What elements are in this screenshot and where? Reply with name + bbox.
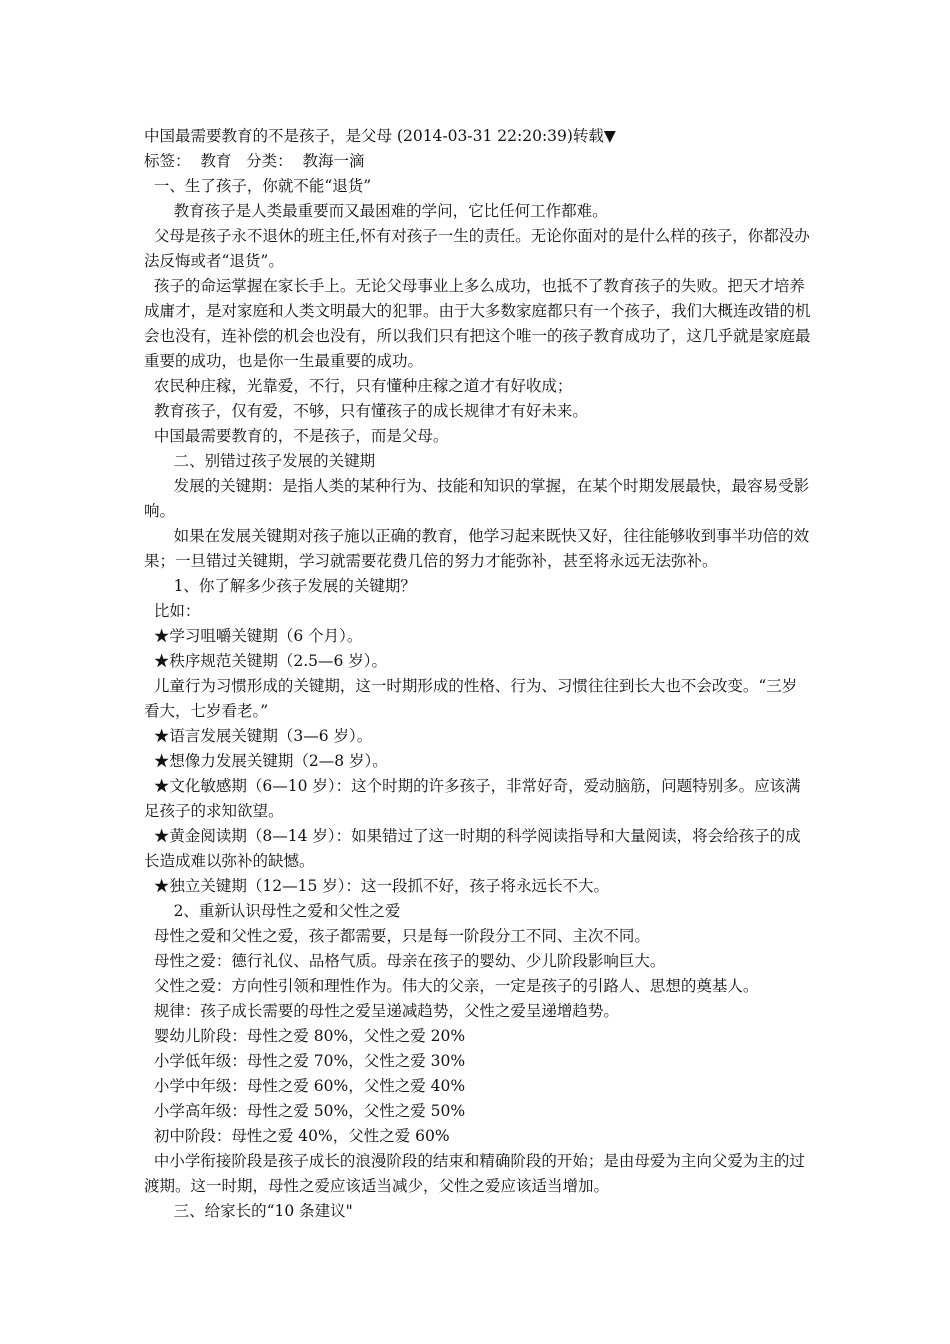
paragraph: 母性之爱和父性之爱，孩子都需要，只是每一阶段分工不同、主次不同。	[144, 927, 650, 945]
paragraph: 父性之爱：方向性引领和理性作为。伟大的父亲，一定是孩子的引路人、思想的奠基人。	[144, 977, 759, 995]
paragraph: ★学习咀嚼关键期（6 个月）。	[144, 627, 363, 645]
paragraph: ★独立关键期（12—15 岁）：这一段抓不好，孩子将永远长不大。	[144, 877, 609, 895]
paragraph: 小学低年级：母性之爱 70%，父性之爱 30%	[144, 1052, 466, 1070]
paragraph: 2、重新认识母性之爱和父性之爱	[144, 902, 401, 920]
paragraph-list	[144, 174, 814, 1224]
paragraph: 二、别错过孩子发展的关键期	[144, 452, 376, 470]
paragraph: 父母是孩子永不退休的班主任,怀有对孩子一生的责任。无论你面对的是什么样的孩子，你都没办法反悔或者“退货”。	[144, 227, 810, 270]
paragraph: ★文化敏感期（6—10 岁）：这个时期的许多孩子，非常好奇，爱动脑筋，问题特别多。应该满足孩子的求知欲望。	[144, 777, 801, 820]
paragraph: 如果在发展关键期对孩子施以正确的教育，他学习起来既快又好，往往能够收到事半功倍的效果；一旦错过关键期，学习就需要花费几倍的努力才能弥补，甚至将永远无法弥补。	[144, 527, 810, 570]
paragraph: 规律：孩子成长需要的母性之爱呈递减趋势，父性之爱呈递增趋势。	[144, 1002, 619, 1020]
paragraph: 比如：	[144, 602, 201, 620]
paragraph: 初中阶段：母性之爱 40%，父性之爱 60%	[144, 1127, 450, 1145]
paragraph: ★想像力发展关键期（2—8 岁）。	[144, 752, 388, 770]
tags-line: 标签： 教育 分类： 教海一滴	[144, 152, 365, 170]
post-title-line: 中国最需要教育的不是孩子，是父母 (2014-03-31 22:20:39)转载▼	[144, 127, 616, 145]
paragraph: 教育孩子，仅有爱，不够，只有懂孩子的成长规律才有好未来。	[144, 402, 588, 420]
paragraph: 中国最需要教育的，不是孩子，而是父母。	[144, 427, 449, 445]
paragraph: 小学中年级：母性之爱 60%，父性之爱 40%	[144, 1077, 466, 1095]
paragraph: 小学高年级：母性之爱 50%，父性之爱 50%	[144, 1102, 466, 1120]
paragraph: 中小学衔接阶段是孩子成长的浪漫阶段的结束和精确阶段的开始；是由母爱为主向父爱为主的过渡期。这一时期，母性之爱应该适当减少，父性之爱应该适当增加。	[144, 1152, 805, 1195]
paragraph: ★黄金阅读期（8—14 岁）：如果错过了这一时期的科学阅读指导和大量阅读，将会给孩子的成长造成难以弥补的缺憾。	[144, 827, 801, 870]
document-body	[144, 124, 814, 1224]
paragraph: 发展的关键期：是指人类的某种行为、技能和知识的掌握，在某个时期发展最快，最容易受影响。	[144, 477, 810, 520]
paragraph: 一、生了孩子，你就不能“退货”	[144, 177, 372, 195]
paragraph: ★秩序规范关键期（2.5—6 岁）。	[144, 652, 388, 670]
paragraph: 1、你了解多少孩子发展的关键期？	[144, 577, 416, 595]
paragraph: 教育孩子是人类最重要而又最困难的学问，它比任何工作都难。	[144, 202, 608, 220]
paragraph: ★语言发展关键期（3—6 岁）。	[144, 727, 373, 745]
paragraph: 婴幼儿阶段：母性之爱 80%，父性之爱 20%	[144, 1027, 466, 1045]
paragraph: 农民种庄稼，光靠爱，不行，只有懂种庄稼之道才有好收成；	[144, 377, 573, 395]
paragraph: 孩子的命运掌握在家长手上。无论父母事业上多么成功，也抵不了教育孩子的失败。把天才培养成庸才，是对家庭和人类文明最大的犯罪。由于大多数家庭都只有一个孩子，我们大概连改错的机会也没有，连补偿的机会也没有，所以我们只有把这个唯一的孩子教育成功了，这几乎就是家庭最重要的成功，也是你一生最重要的成功。	[144, 277, 811, 370]
paragraph: 母性之爱：德行礼仪、品格气质。母亲在孩子的婴幼、少儿阶段影响巨大。	[144, 952, 666, 970]
paragraph: 三、给家长的“10 条建议"	[144, 1202, 353, 1220]
paragraph: 儿童行为习惯形成的关键期，这一时期形成的性格、行为、习惯往往到长大也不会改变。“三岁 看大，七岁看老。”	[144, 677, 813, 720]
